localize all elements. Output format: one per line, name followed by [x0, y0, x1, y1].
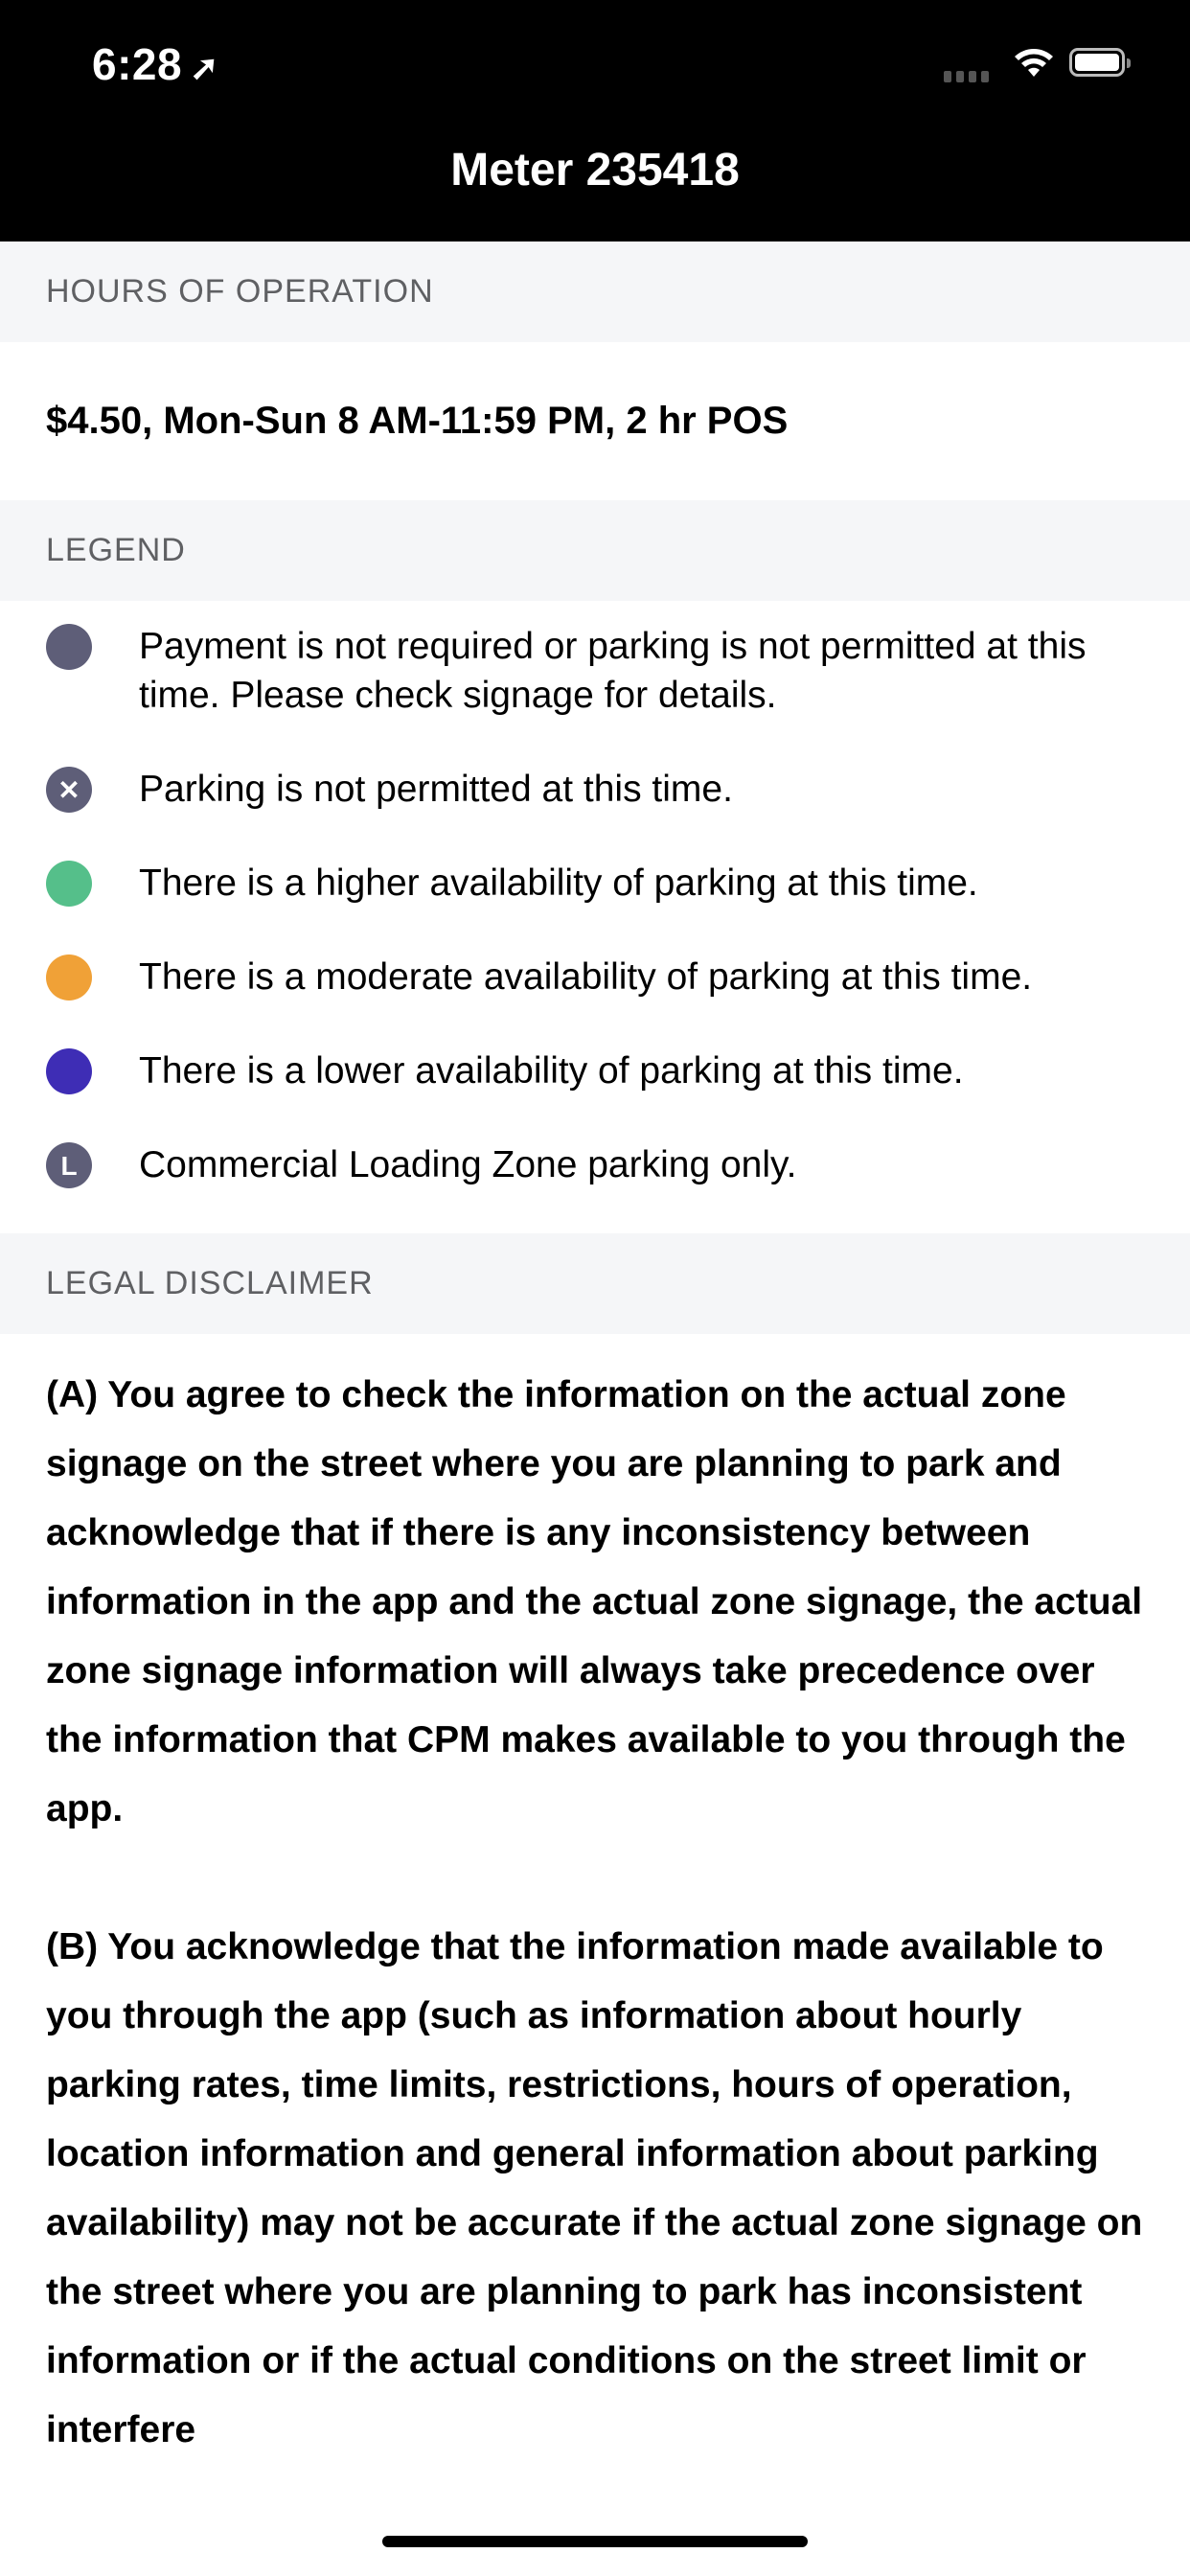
battery-icon [1069, 48, 1125, 77]
wifi-icon [1012, 44, 1056, 79]
header-bar [0, 0, 1190, 242]
circle-icon [46, 624, 92, 670]
disclaimer-paragraph-a: (A) You agree to check the information on the actual zone signage on the street where you are planning to park and acknowledge that if there is any inconsistency between information in the app and the actual zone signage, the actual zone signage information will always take precedence over the information that CPM makes available to you through the app. [46, 1374, 1143, 1829]
legend-item-label: Parking is not permitted at this time. [139, 769, 733, 810]
legend-item [46, 1046, 1144, 1095]
legend-item-label: There is a lower availability of parking at this time. [139, 1050, 964, 1092]
legend-item-label: There is a higher availability of parking at this time. [139, 862, 978, 904]
legend-item [46, 953, 1144, 1001]
legend-item [46, 1140, 1144, 1189]
legend-item [46, 765, 1144, 814]
status-time [92, 38, 219, 90]
circle-icon [46, 954, 92, 1000]
location-arrow-icon: ➚ [190, 48, 219, 87]
time-text: 6:28 [92, 39, 183, 89]
hours-section-header: HOURS OF OPERATION [0, 242, 1190, 342]
legend-item [46, 859, 1144, 908]
legend-item-label: Commercial Loading Zone parking only. [139, 1144, 797, 1185]
legend-item-label: Payment is not required or parking is not permitted at this time. Please check signage for details. [139, 626, 1087, 716]
circle-icon [46, 1048, 92, 1094]
legend-item [46, 622, 1144, 720]
l-circle-icon: L [46, 1142, 92, 1188]
legal-section-header: LEGAL DISCLAIMER [0, 1233, 1190, 1334]
home-indicator[interactable] [382, 2536, 808, 2547]
disclaimer-paragraph-b: (B) You acknowledge that the information made available to you through the app (such as information about hourly parking rates, time limits, restrictions, hours of operation, location information and general information about parking availability) may not be accurate if the actual zone signage on the street where you are planning to park has inconsistent information or if the actual conditions on the street limit or interfere [46, 1926, 1143, 2450]
legend-item-label: There is a moderate availability of parking at this time. [139, 956, 1033, 998]
legal-disclaimer [0, 1334, 1190, 2465]
cellular-signal-icon [944, 71, 989, 82]
circle-icon [46, 861, 92, 907]
page-title: Meter 235418 [450, 145, 740, 196]
hours-value: $4.50, Mon-Sun 8 AM-11:59 PM, 2 hr POS [46, 400, 789, 442]
legend-list [0, 601, 1190, 1233]
x-circle-icon: ✕ [46, 767, 92, 813]
legend-section-header: LEGEND [0, 500, 1190, 601]
